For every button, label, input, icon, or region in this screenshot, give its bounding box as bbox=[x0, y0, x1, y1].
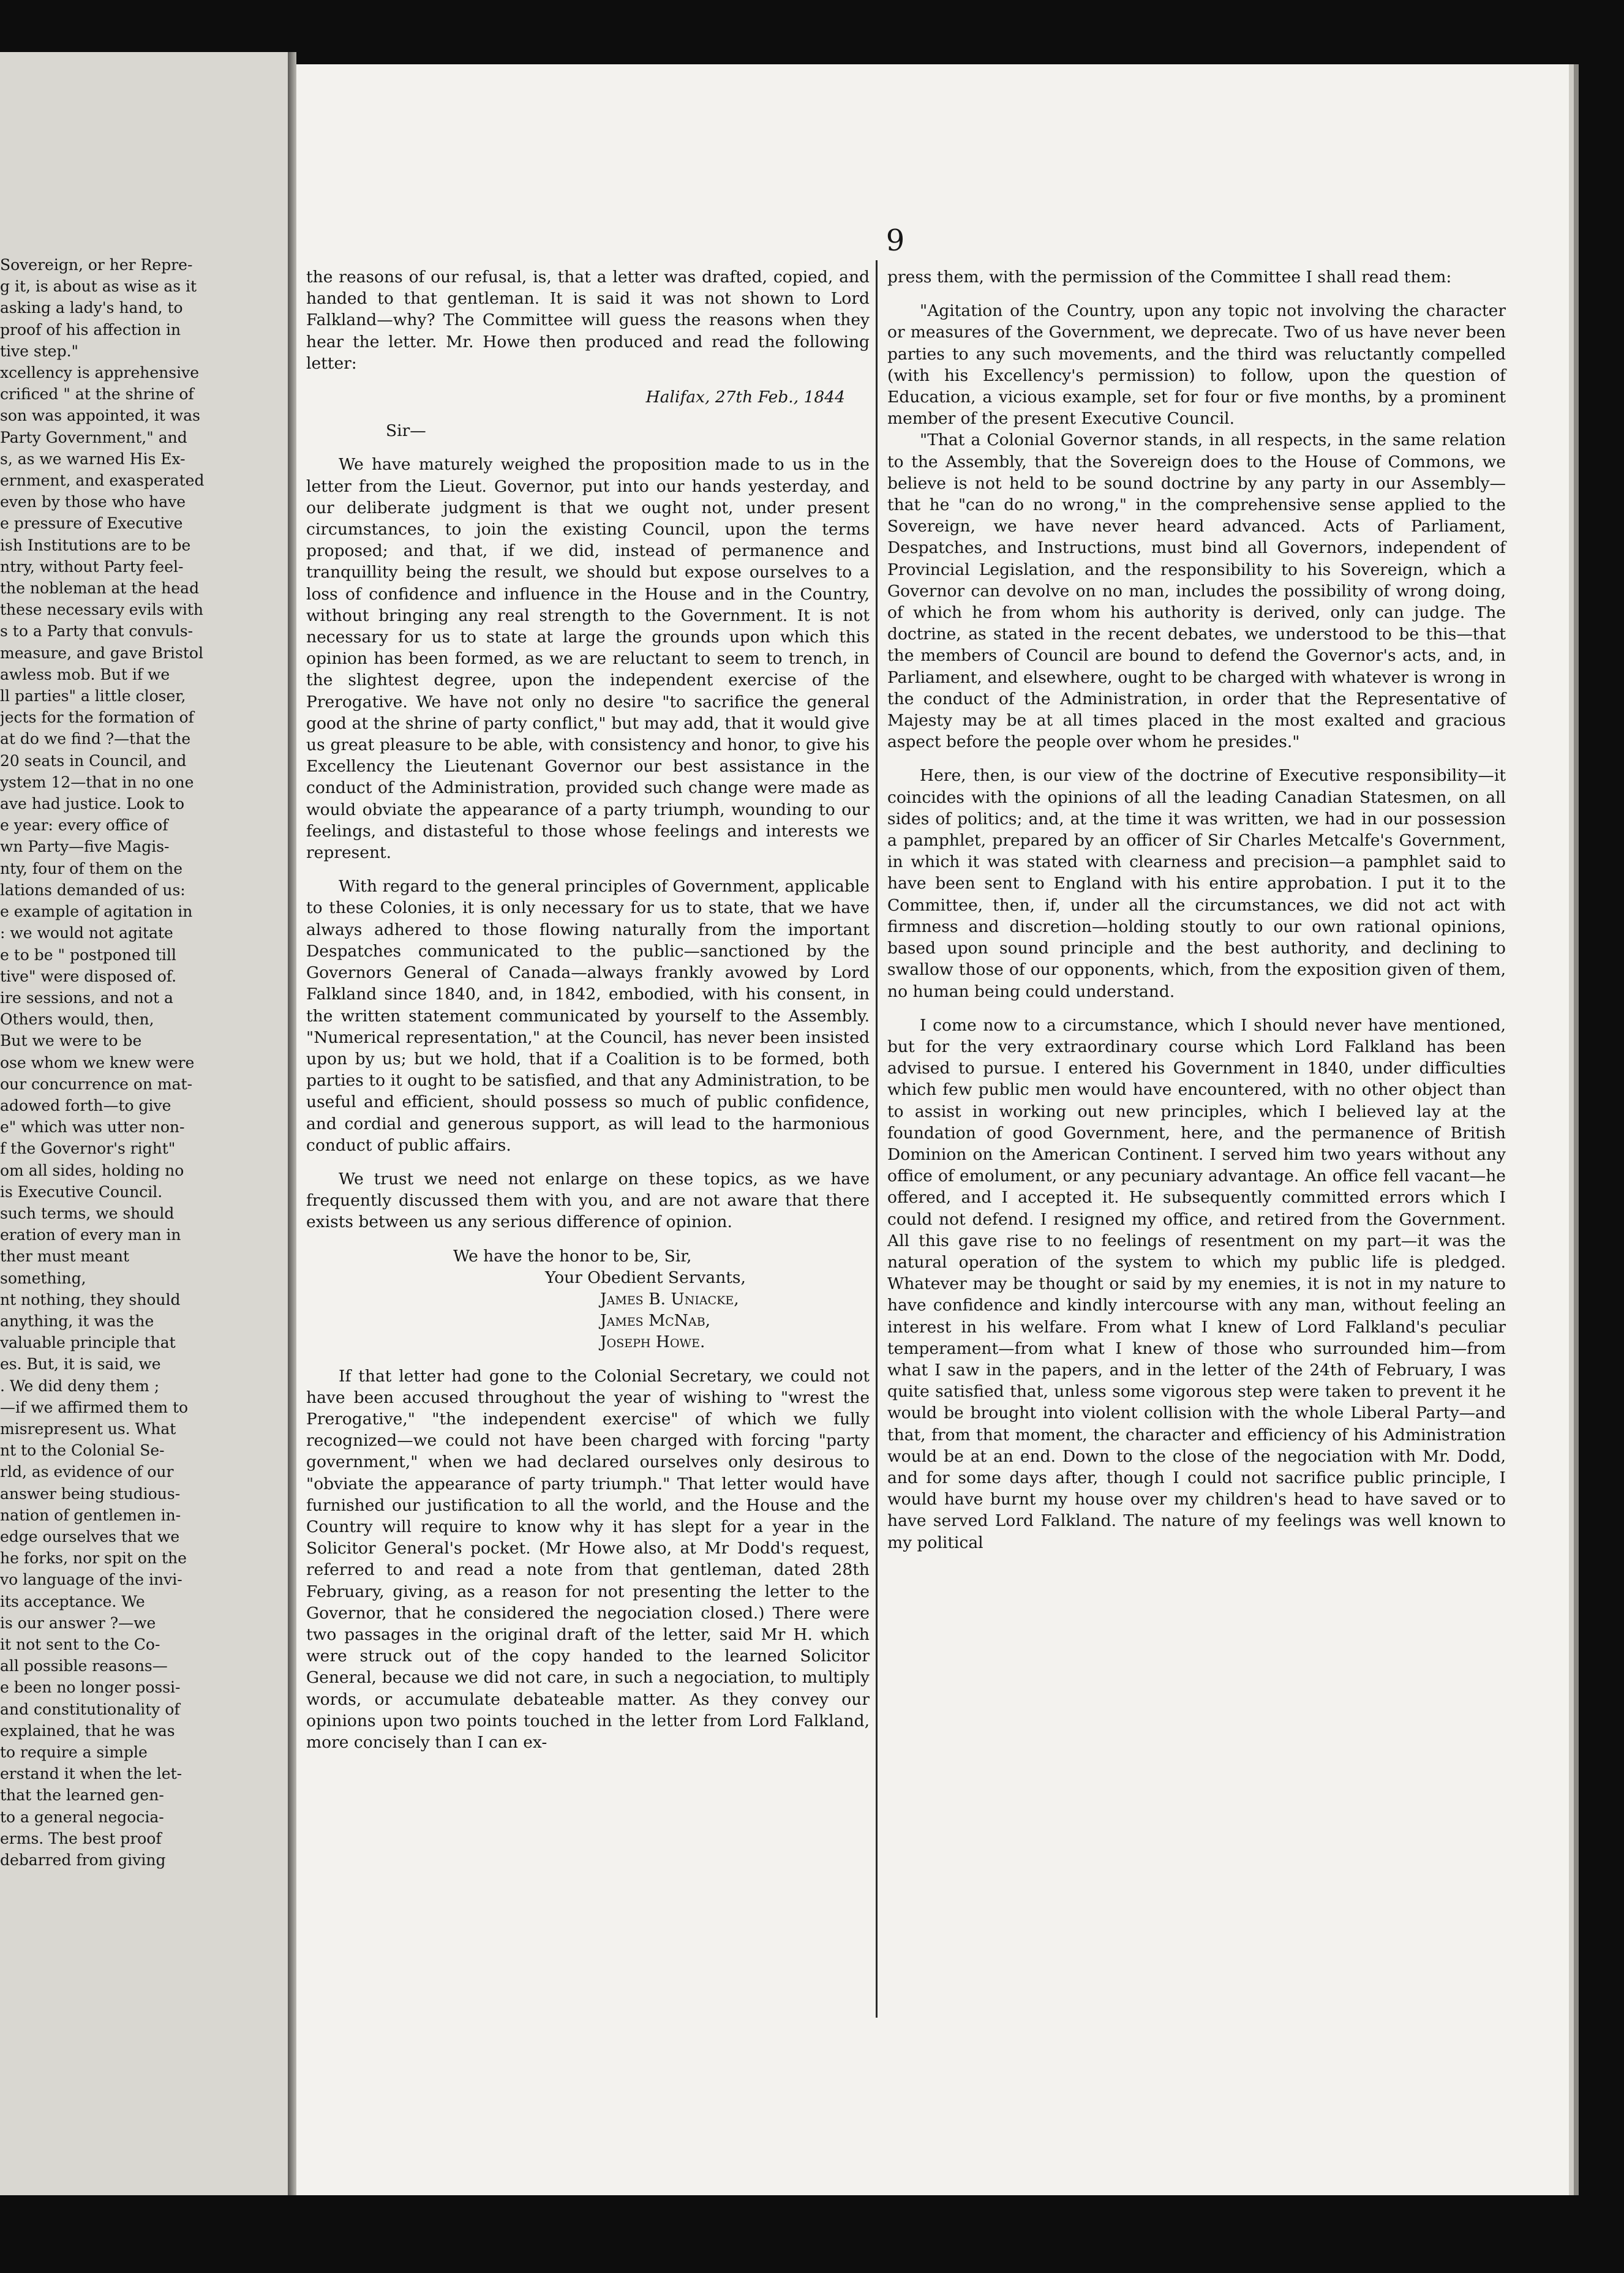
signatory: James McNab, bbox=[600, 1311, 711, 1331]
letter-closing: We have the honor to be, Sir, bbox=[453, 1246, 692, 1266]
page-number: 9 bbox=[885, 224, 905, 258]
paragraph: "Agitation of the Country, upon any topic not involving the character or measures of the Government, we deprecate. Two of us have never been parties to any such movements, and the third was reluctantly compelled (with his Excellency's permission) to follow, upon the question of Education, a vicious example, set for four or five months, by a prominent member of the present Executive Council. bbox=[887, 301, 1506, 429]
letter-salutation: Sir— bbox=[386, 421, 426, 441]
paragraph: With regard to the general principles of Government, applicable to these Colonies, it is only necessary for us to state, that we have always adhered to those flowing naturally from the important Despatches communicated to the public—sanctioned by the Governors General of Canada—always frankly avowed by Lord Falkland since 1840, and, in 1842, embodied, with his consent, in the written statement communicated by yourself to the Assembly. "Numerical representation," at the Council, has never been insisted upon by us; but we hold, that if a Coalition is to be formed, both parties to it ought to be satisfied, and that any Administration, to be useful and efficient, should possess so much of public confidence, and cordial and generous support, as will lead to the harmonious conduct of public affairs. bbox=[306, 877, 870, 1155]
letter-dateline: Halifax, 27th Feb., 1844 bbox=[645, 388, 845, 407]
previous-page-column: Sovereign, or her Repre- g it, is about as wise as it asking a lady's hand, to proof of his affection in tive step." xcellency is apprehensive crificed " at the shrine of son was appointed, it was Party Government," and s, as we warned His Ex- ernment, and exasperated even by those who have e pressure of Executive ish Institutions are to be ntry, without Party feel- the nobleman at the head these necessary evils with s to a Party that convuls- measure, and gave Bristol awless mob. But if we ll parties" a little closer, jects for the formation of at do we find ?—that the 20 seats in Council, and ystem 12—that in no one ave had justice. Look to e year: every office of wn Party—five Magis- nty, four of them on the lations demanded of us: e example of agitation in : we would not agitate e to be " postponed till tive" were disposed of. ire sessions, and not a Others would, then, But we were to be ose whom we knew were our concurrence on mat- adowed forth—to give e" which was utter non- f the Governor's right" om all sides, holding no is Executive Council. such terms, we should eration of every man in ther must meant something, nt nothing, they should anything, it was the valuable principle that es. But, it is said, we . We did deny them ; —if we affirmed them to misrepresent us. What nt to the Colonial Se- rld, as evidence of our answer being studious- nation of gentlemen in- edge ourselves that we he forks, nor spit on the vo language of the invi- its acceptance. We is our answer ?—we it not sent to the Co- all possible reasons— e been no longer possi- and constitutionality of explained, that he was to require a simple erstand it when the let- that the learned gen- to a general negocia- erms. The best proof debarred from giving bbox=[0, 256, 205, 1869]
paragraph: press them, with the permission of the Committee I shall read them: bbox=[887, 268, 1452, 287]
left-column bbox=[306, 266, 870, 1753]
paragraph: the reasons of our refusal, is, that a letter was drafted, copied, and handed to that gentleman. It is said it was not shown to Lord Falkland—why? The Committee will guess the reasons when they hear the letter. Mr. Howe then produced and read the following letter: bbox=[306, 268, 870, 373]
previous-page bbox=[0, 52, 290, 2195]
column-rule bbox=[876, 260, 878, 2018]
paragraph: I come now to a circumstance, which I should never have mentioned, but for the very extraordinary course which Lord Falkland has been advised to pursue. I entered his Government in 1840, under difficulties which few public men would have encountered, with no other object than to assist in working out new principles, which I believed lay at the foundation of good Government, here, and the permanence of British Dominion on the American Continent. I served him two years without any office of emolument, or any pecuniary advantage. An office fell vacant—he offered, and I accepted it. He subsequently committed errors which I could not defend. I resigned my office, and retired from the Government. All this gave rise to no feelings of resentment on my part—it was the natural operation of the system to which my public life is pledged. Whatever may be thought or said by my enemies, it is not in my nature to have confidence and kindly intercourse with any man, without feeling an interest in his welfare. From what I knew of Lord Falkland's peculiar temperament—from what I knew of those who surrounded him—from what I saw in the papers, and in the letter of the 24th of February, I was quite satisfied that, unless some vigorous step were taken to prevent it he would be brought into violent collision with the whole Liberal Party—and that, from that moment, the character and efficiency of his Administration would be at an end. Down to the close of the negociation with Mr. Dodd, and for some days after, though I could not sacrifice public principle, I would have burnt my house over my children's head to have saved or to have served Lord Falkland. The nature of my feelings was well known to my political bbox=[887, 1015, 1506, 1552]
paragraph: We trust we need not enlarge on these topics, as we have frequently discussed them with you, and are not aware that there exists between us any serious difference of opinion. bbox=[306, 1169, 870, 1232]
paragraph: If that letter had gone to the Colonial Secretary, we could not have been accused throughout the year of wishing to "wrest the Prerogative," "the independent exercise" of which we fully recognized—we could not have been charged with forcing "party government," when we had declared ourselves only desirous to "obviate the appearance of party triumph." That letter would have furnished our justification to all the world, and the House and the Country will require to know why it has slept for a year in the Solicitor General's pocket. (Mr Howe also, at Mr Dodd's request, referred to and read a note from that gentleman, dated 28th February, giving, as a reason for not presenting the letter to the Governor, that he considered the negociation closed.) There were two passages in the original draft of the letter, said Mr H. which were struck out of the copy handed to the learned Solicitor General, because we did not care, in such a negociation, to multiply words, or accumulate debateable matter. As they convey our opinions upon two points touched in the letter from Lord Falkland, more concisely than I can ex- bbox=[306, 1366, 870, 1752]
paragraph: "That a Colonial Governor stands, in all respects, in the same relation to the Assembly, that the Sovereign does to the House of Commons, we believe is not held to be sound doctrine by any party in our Assembly—that he "can do no wrong," in the comprehensive sense applied to the Sovereign, we have never heard advanced. Acts of Parliament, Despatches, and Instructions, must bind all Governors, independent of Provincial Legislation, and the responsibility to his Sovereign, which a Governor can devolve on no man, includes the possibility of wrong doing, of which he from whom his authority is derived, only can judge. The doctrine, as stated in the recent debates, we understood to be this—that the members of Council are bound to defend the Governor's acts, and, in Parliament, and elsewhere, ought to be charged with whatever is wrong in the conduct of the Administration, in order that the Representative of Majesty may be at all times placed in the most exalted and gracious aspect before the people over whom he presides." bbox=[887, 430, 1506, 752]
letter-closing: Your Obedient Servants, bbox=[545, 1268, 746, 1287]
signatory: James B. Uniacke, bbox=[600, 1289, 739, 1309]
page bbox=[296, 64, 1569, 2195]
paragraph: Here, then, is our view of the doctrine of Executive responsibility—it coincides with the opinions of all the leading Canadian Statesmen, on all sides of politics; and, at the time it was written, we had in our possession a pamphlet, prepared by an officer of Sir Charles Metcalfe's Government, in which it was stated with clearness and precision—a pamphlet said to have been sent to England with his entire approbation. I put it to the Committee, then, if, under all the circumstances, we did not act with firmness and discretion—holding stoutly to our own rational opinions, based upon sound principle and the best authority, and declining to swallow those of our opponents, which, from the exposition given of them, no human being could understand. bbox=[887, 766, 1506, 1001]
right-column bbox=[887, 266, 1506, 1554]
signatory: Joseph Howe. bbox=[600, 1332, 705, 1352]
paragraph: We have maturely weighed the proposition made to us in the letter from the Lieut. Governor, put into our hands yesterday, and our deliberate judgment is that we ought not, under present circumstances, to join the existing Council, upon the terms proposed; and that, if we did, instead of permanence and tranquillity being the result, we should but expose ourselves to a loss of confidence and influence in the House and in the Country, without bringing any real strength to the Government. It is not necessary for us to state at large the grounds upon which this opinion has been formed, as we are reluctant to seem to trench, in the slightest degree, upon the independent exercise of the Prerogative. We have not only no desire "to sacrifice the general good at the shrine of party conflict," but may add, that it would give us great pleasure to be able, with consistency and honor, to give his Excellency the Lieutenant Governor our best assistance in the conduct of the Administration, provided such change were made as would obviate the appearance of a party triumph, wounding to our feelings, and distasteful to those whose feelings and interests we represent. bbox=[306, 455, 870, 863]
book-gutter bbox=[288, 52, 296, 2195]
